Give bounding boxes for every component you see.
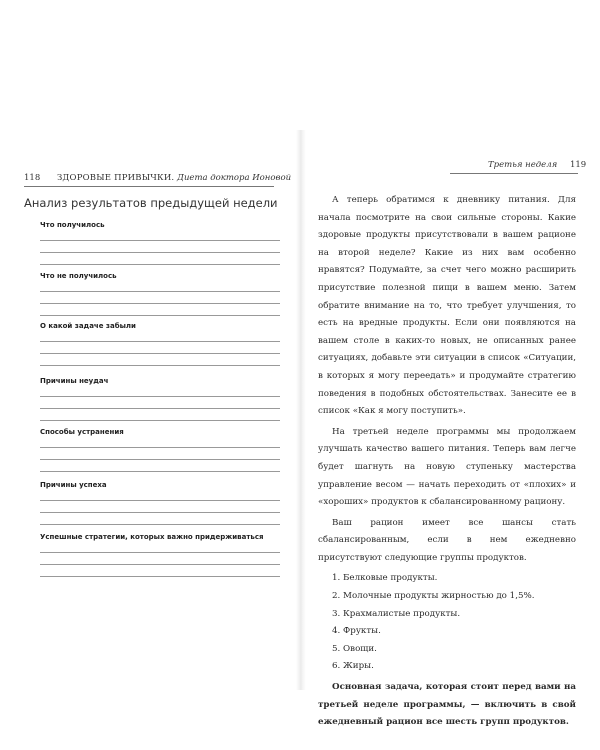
section-title: Третья неделя [488, 160, 558, 170]
list-item: 5. Овощи. [332, 643, 377, 654]
worksheet-answer-line[interactable] [40, 471, 280, 472]
worksheet-section-label: О какой задаче забыли [40, 322, 136, 330]
worksheet-answer-line[interactable] [40, 512, 280, 513]
worksheet-answer-line[interactable] [40, 408, 280, 409]
list-item: 3. Крахмалистые продукты. [332, 608, 461, 619]
list-item: 2. Молочные продукты жирностью до 1,5%. [332, 591, 535, 602]
right-header-rule [450, 173, 578, 174]
worksheet-answer-line[interactable] [40, 365, 280, 366]
worksheet-answer-line[interactable] [40, 315, 280, 316]
worksheet-answer-line[interactable] [40, 524, 280, 525]
worksheet-answer-line[interactable] [40, 291, 280, 292]
worksheet-answer-line[interactable] [40, 252, 280, 253]
right-running-head [488, 160, 587, 170]
worksheet-answer-line[interactable] [40, 500, 280, 501]
book-subtitle: Диета доктора Ионовой [177, 173, 292, 183]
worksheet-section-label: Причины неудач [40, 377, 109, 385]
worksheet-answer-line[interactable] [40, 264, 280, 265]
body-paragraph: На третьей неделе программы мы продолжаем улучшать качество вашего питания. Теперь вам легче будет шагнуть на новую ступеньку мастерства управление весом — начать переходить от «плохих» и «хороших» продуктов к сбалансированному рациону. [318, 426, 576, 508]
worksheet-title: Анализ результатов предыдущей недели [24, 196, 278, 210]
right-page-body [318, 192, 576, 735]
worksheet-answer-line[interactable] [40, 353, 280, 354]
body-paragraph: Ваш рацион имеет все шансы стать сбалансированным, если в нем ежедневно присутствуют следующие группы продуктов. [318, 517, 576, 563]
worksheet-section-label: Причины успеха [40, 481, 107, 489]
left-page-number: 118 [24, 173, 41, 183]
list-item: 1. Белковые продукты. [332, 573, 438, 584]
conclusion-paragraph: Основная задача, которая стоит перед вами на третьей неделе программы, — включить в свой ежедневный рацион все шесть групп продуктов. [318, 682, 576, 728]
worksheet-section-label: Успешные стратегии, которых важно придерживаться [40, 533, 264, 541]
worksheet-answer-line[interactable] [40, 576, 280, 577]
list-item: 4. Фрукты. [332, 626, 381, 637]
worksheet-answer-line[interactable] [40, 564, 280, 565]
worksheet-answer-line[interactable] [40, 396, 280, 397]
worksheet-answer-line[interactable] [40, 552, 280, 553]
worksheet-section-label: Способы устранения [40, 428, 124, 436]
food-groups-list [318, 570, 576, 676]
worksheet-answer-line[interactable] [40, 341, 280, 342]
worksheet-answer-line[interactable] [40, 459, 280, 460]
worksheet-answer-line[interactable] [40, 240, 280, 241]
worksheet-answer-line[interactable] [40, 447, 280, 448]
right-page-number: 119 [569, 160, 587, 170]
worksheet-section-label: Что не получилось [40, 272, 117, 280]
worksheet-answer-line[interactable] [40, 420, 280, 421]
list-item: 6. Жиры. [332, 661, 374, 672]
left-header-rule [24, 186, 274, 187]
book-title: ЗДОРОВЫЕ ПРИВЫЧКИ. [56, 173, 175, 183]
body-paragraph: А теперь обратимся к дневнику питания. Для начала посмотрите на свои сильные стороны. Какие здоровые продукты присутствовали в вашем рационе на второй неделе? Какие из них вам особенно нравятся? Подумайте, за счет чего можно расширить присутствие полезной пищи в вашем меню. Затем обратите внимание на то, что требует улучшения, то есть на вредные продукты. Если они появляются на вашем столе в каких-то новых, не описанных ранее ситуациях, добавьте эти ситуации в список «Ситуации, в которых я могу переедать» и продумайте стратегию поведения в подобных обстоятельствах. Занесите ее в список «Как я могу поступить». [318, 195, 576, 417]
worksheet-section-label: Что получилось [40, 221, 105, 229]
worksheet-answer-line[interactable] [40, 303, 280, 304]
left-running-head [24, 173, 292, 183]
